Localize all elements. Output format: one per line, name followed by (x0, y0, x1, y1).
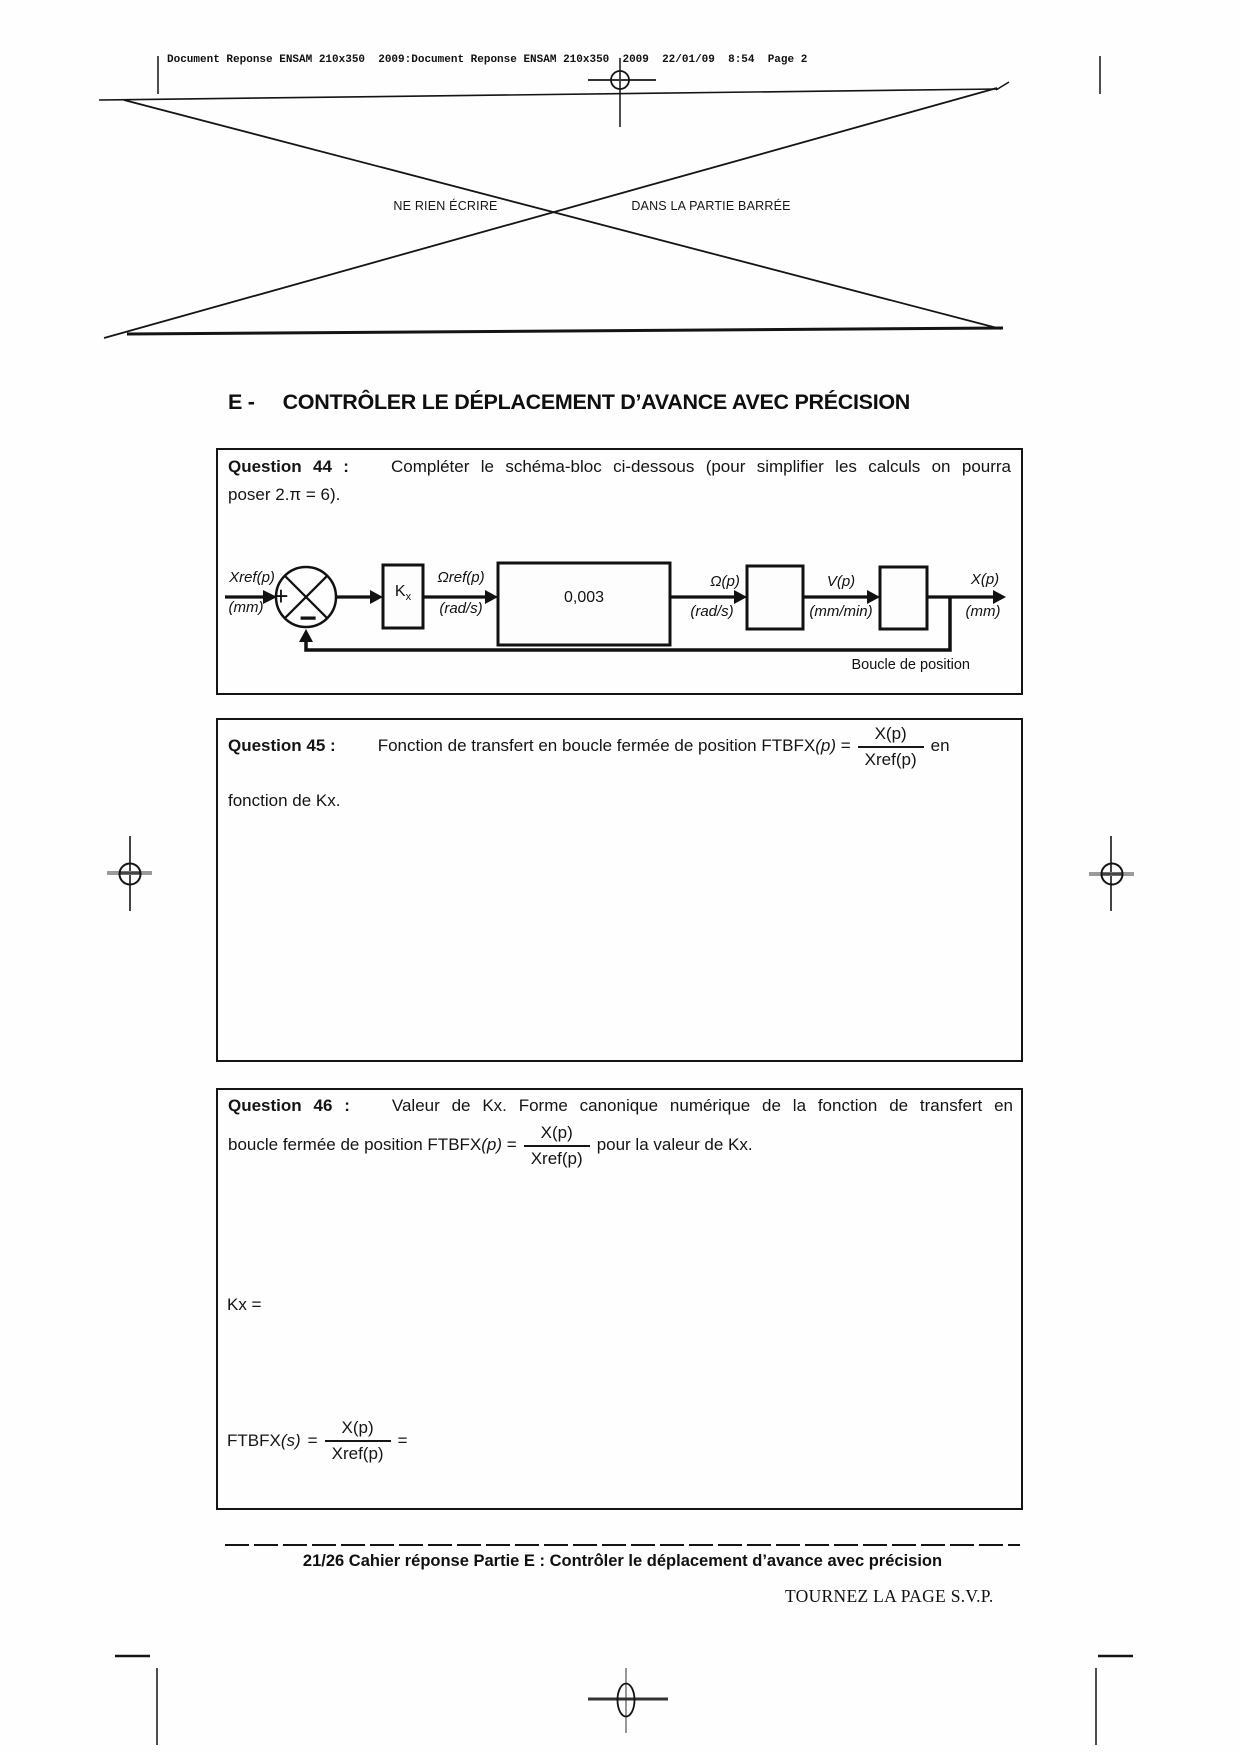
question-44-label: Question 44 : (228, 457, 349, 476)
sum-plus-sign: + (273, 581, 289, 611)
gain-kx-block-label: $K_x$ (394, 583, 412, 604)
question-45-statement (228, 724, 1015, 769)
fraction-numerator: X(p) (524, 1123, 590, 1147)
imposition-header: Document Reponse ENSAM 210x350 2009:Document Reponse ENSAM 210x350 2009 22/01/09 8:54 Page 2 (167, 54, 808, 66)
diagram-omega-label: Ω(p) (710, 573, 740, 590)
footer-caption (225, 1551, 1020, 1572)
formula-arg: (p) (815, 736, 836, 756)
diagram-omega-ref-label: Ωref(p) (437, 569, 485, 586)
diagram-input-unit: (mm) (228, 599, 264, 616)
footer-caption-text: Cahier réponse Partie E : Contrôler le déplacement d’avance avec précision (348, 1552, 943, 1570)
formula-arg: (p) (481, 1135, 503, 1155)
barred-label-left: NE RIEN ÉCRIRE (393, 199, 498, 213)
fraction-denominator: Xref(p) (331, 1443, 384, 1463)
question-45-label: Question 45 : (228, 736, 336, 756)
footer-page-ref: 21/26 (302, 1552, 345, 1570)
fraction-denominator: Xref(p) (530, 1148, 583, 1168)
formula-name: FTBFX (761, 736, 816, 756)
formula-arg: (s) (280, 1430, 301, 1450)
diagram-output-unit: (mm) (965, 603, 1001, 620)
position-loop-label: Boucle de position (851, 657, 970, 673)
section-index: E - (228, 390, 255, 414)
footer-rule (225, 1544, 1020, 1546)
question-45-line1: Fonction de transfert en boucle fermée de position (377, 736, 757, 756)
fraction-numerator: X(p) (325, 1418, 391, 1442)
question-46-statement (228, 1095, 1013, 1116)
diagram-omega-unit: (rad/s) (690, 603, 734, 620)
diagram-speed-unit: (mm/min) (809, 603, 873, 620)
question-46-label: Question 46 : (228, 1096, 350, 1115)
question-44-line2: poser 2.π = 6). (228, 485, 341, 504)
ftbfx-answer-prompt (227, 1418, 408, 1463)
question-46-line1: Valeur de Kx. Forme canonique numérique de la fonction de transfert en (391, 1096, 1014, 1115)
transfer-fraction (858, 724, 924, 769)
transfer-fraction (524, 1123, 590, 1168)
question-44-box (216, 448, 1023, 695)
barred-label-right: DANS LA PARTIE BARRÉE (631, 199, 791, 213)
formula-equals: = (840, 736, 851, 756)
diagram-input-label: Xref(p) (229, 569, 275, 586)
turn-page-note: TOURNEZ LA PAGE S.V.P. (785, 1586, 994, 1606)
fraction-denominator: Xref(p) (864, 749, 917, 769)
section-title (228, 389, 910, 416)
gain-block-value: 0,003 (563, 589, 605, 606)
question-46-line2-after: pour la valeur de Kx. (596, 1135, 753, 1155)
question-45-box (216, 718, 1023, 1062)
kx-answer-prompt: Kx = (227, 1295, 262, 1314)
formula-equals: = (506, 1135, 517, 1155)
diagram-output-label: X(p) (970, 571, 1000, 588)
question-46-line2-before: boucle fermée de position (228, 1135, 423, 1155)
transfer-fraction (325, 1418, 391, 1463)
sum-minus-sign: − (299, 602, 317, 635)
formula-equals-trailing: = (397, 1430, 408, 1450)
question-46-line2 (228, 1123, 1013, 1168)
formula-name: FTBFX (427, 1135, 482, 1155)
fraction-numerator: X(p) (858, 724, 924, 748)
question-46-box (216, 1088, 1023, 1510)
question-45-answer-area (228, 820, 1011, 1050)
formula-name: FTBFX (227, 1430, 281, 1450)
question-44-line1: Compléter le schéma-bloc ci-dessous (pour simplifier les calculs on pourra (390, 457, 1011, 476)
section-title-text: CONTRÔLER LE DÉPLACEMENT D’AVANCE AVEC PRÉCISION (282, 390, 911, 414)
diagram-omega-ref-unit: (rad/s) (439, 600, 483, 617)
formula-equals: = (307, 1430, 318, 1450)
question-45-line2: fonction de Kx. (228, 791, 341, 810)
diagram-speed-label: V(p) (826, 573, 856, 590)
question-45-line1-end: en (930, 736, 950, 756)
